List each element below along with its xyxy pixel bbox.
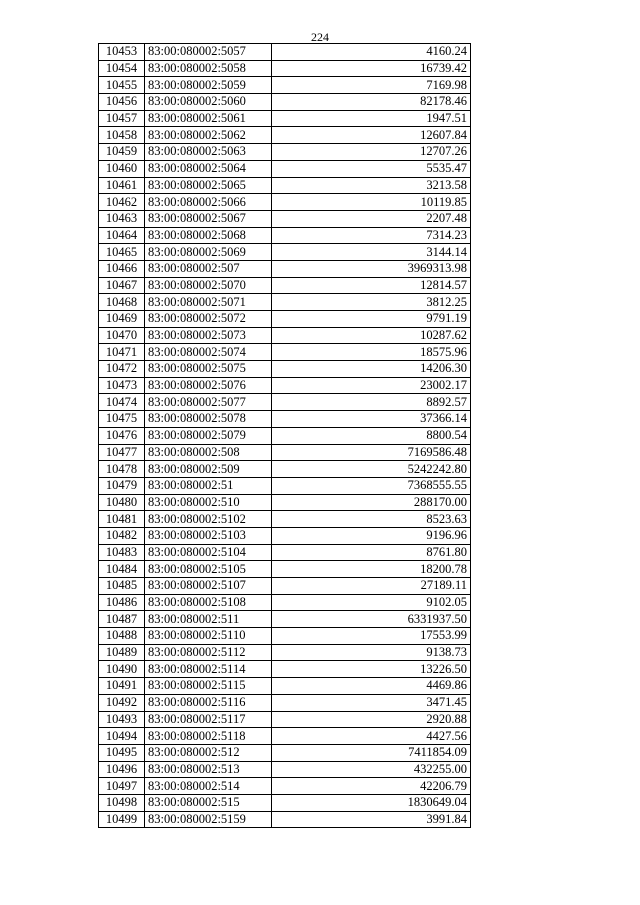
row-number-cell: 10476 (99, 427, 145, 444)
cadastral-value-cell: 3144.14 (272, 244, 471, 261)
cadastral-number-cell: 83:00:080002:507 (145, 260, 272, 277)
row-number-cell: 10481 (99, 511, 145, 528)
cadastral-number-cell: 83:00:080002:511 (145, 611, 272, 628)
cadastral-number-cell: 83:00:080002:5060 (145, 94, 272, 111)
cadastral-value-cell: 432255.00 (272, 761, 471, 778)
row-number-cell: 10486 (99, 594, 145, 611)
table-row (99, 311, 471, 328)
table-row (99, 527, 471, 544)
cadastral-value-cell: 8523.63 (272, 511, 471, 528)
cadastral-number-cell: 83:00:080002:5059 (145, 77, 272, 94)
cadastral-value-cell: 12707.26 (272, 144, 471, 161)
row-number-cell: 10480 (99, 494, 145, 511)
cadastral-number-cell: 83:00:080002:5116 (145, 694, 272, 711)
cadastral-number-cell: 83:00:080002:5118 (145, 728, 272, 745)
table-row (99, 477, 471, 494)
row-number-cell: 10462 (99, 194, 145, 211)
table-row (99, 594, 471, 611)
cadastral-value-cell: 7169.98 (272, 77, 471, 94)
cadastral-value-cell: 8761.80 (272, 544, 471, 561)
table-row (99, 227, 471, 244)
cadastral-value-cell: 8892.57 (272, 394, 471, 411)
cadastral-number-cell: 83:00:080002:5062 (145, 127, 272, 144)
cadastral-value-cell: 10287.62 (272, 327, 471, 344)
cadastral-value-cell: 82178.46 (272, 94, 471, 111)
cadastral-value-cell: 37366.14 (272, 411, 471, 428)
cadastral-number-cell: 83:00:080002:508 (145, 444, 272, 461)
cadastral-number-cell: 83:00:080002:5114 (145, 661, 272, 678)
cadastral-value-table (98, 43, 471, 828)
cadastral-value-cell: 3969313.98 (272, 260, 471, 277)
cadastral-value-cell: 4160.24 (272, 44, 471, 61)
table-row (99, 611, 471, 628)
table-row (99, 811, 471, 828)
table-row (99, 377, 471, 394)
cadastral-number-cell: 83:00:080002:5117 (145, 711, 272, 728)
cadastral-number-cell: 83:00:080002:5061 (145, 110, 272, 127)
cadastral-number-cell: 83:00:080002:5074 (145, 344, 272, 361)
cadastral-number-cell: 83:00:080002:5079 (145, 427, 272, 444)
table-row (99, 644, 471, 661)
cadastral-value-cell: 4469.86 (272, 678, 471, 695)
row-number-cell: 10459 (99, 144, 145, 161)
cadastral-number-cell: 83:00:080002:5105 (145, 561, 272, 578)
table-row (99, 60, 471, 77)
cadastral-number-cell: 83:00:080002:5068 (145, 227, 272, 244)
row-number-cell: 10456 (99, 94, 145, 111)
row-number-cell: 10473 (99, 377, 145, 394)
row-number-cell: 10478 (99, 461, 145, 478)
row-number-cell: 10484 (99, 561, 145, 578)
row-number-cell: 10477 (99, 444, 145, 461)
cadastral-value-cell: 8800.54 (272, 427, 471, 444)
cadastral-number-cell: 83:00:080002:5159 (145, 811, 272, 828)
cadastral-number-cell: 83:00:080002:5103 (145, 527, 272, 544)
cadastral-value-cell: 3991.84 (272, 811, 471, 828)
cadastral-value-cell: 2207.48 (272, 210, 471, 227)
table-row (99, 561, 471, 578)
table-row (99, 327, 471, 344)
cadastral-number-cell: 83:00:080002:513 (145, 761, 272, 778)
table-row (99, 144, 471, 161)
table-row (99, 444, 471, 461)
table-row (99, 711, 471, 728)
cadastral-number-cell: 83:00:080002:5067 (145, 210, 272, 227)
cadastral-number-cell: 83:00:080002:5071 (145, 294, 272, 311)
cadastral-number-cell: 83:00:080002:5108 (145, 594, 272, 611)
cadastral-number-cell: 83:00:080002:5077 (145, 394, 272, 411)
cadastral-number-cell: 83:00:080002:5110 (145, 628, 272, 645)
row-number-cell: 10494 (99, 728, 145, 745)
cadastral-value-cell: 12607.84 (272, 127, 471, 144)
row-number-cell: 10458 (99, 127, 145, 144)
table-row (99, 694, 471, 711)
row-number-cell: 10455 (99, 77, 145, 94)
table-row (99, 361, 471, 378)
cadastral-number-cell: 83:00:080002:5104 (145, 544, 272, 561)
table-row (99, 110, 471, 127)
table-row (99, 394, 471, 411)
table-row (99, 661, 471, 678)
table-row (99, 160, 471, 177)
row-number-cell: 10495 (99, 744, 145, 761)
cadastral-value-cell: 17553.99 (272, 628, 471, 645)
cadastral-value-cell: 16739.42 (272, 60, 471, 77)
row-number-cell: 10475 (99, 411, 145, 428)
row-number-cell: 10488 (99, 628, 145, 645)
cadastral-value-cell: 9102.05 (272, 594, 471, 611)
table-row (99, 277, 471, 294)
cadastral-value-cell: 3213.58 (272, 177, 471, 194)
row-number-cell: 10487 (99, 611, 145, 628)
table-row (99, 778, 471, 795)
cadastral-number-cell: 83:00:080002:5066 (145, 194, 272, 211)
row-number-cell: 10457 (99, 110, 145, 127)
cadastral-value-cell: 42206.79 (272, 778, 471, 795)
row-number-cell: 10492 (99, 694, 145, 711)
cadastral-value-cell: 1947.51 (272, 110, 471, 127)
cadastral-number-cell: 83:00:080002:515 (145, 794, 272, 811)
row-number-cell: 10471 (99, 344, 145, 361)
table-row (99, 210, 471, 227)
table-row (99, 744, 471, 761)
row-number-cell: 10490 (99, 661, 145, 678)
cadastral-value-cell: 7169586.48 (272, 444, 471, 461)
row-number-cell: 10454 (99, 60, 145, 77)
row-number-cell: 10499 (99, 811, 145, 828)
cadastral-value-cell: 12814.57 (272, 277, 471, 294)
row-number-cell: 10497 (99, 778, 145, 795)
table-row (99, 44, 471, 61)
table-row (99, 728, 471, 745)
cadastral-number-cell: 83:00:080002:5115 (145, 678, 272, 695)
table-row (99, 678, 471, 695)
row-number-cell: 10491 (99, 678, 145, 695)
table-row (99, 794, 471, 811)
table-row (99, 411, 471, 428)
cadastral-value-cell: 288170.00 (272, 494, 471, 511)
cadastral-number-cell: 83:00:080002:5112 (145, 644, 272, 661)
cadastral-number-cell: 83:00:080002:5063 (145, 144, 272, 161)
table-row (99, 344, 471, 361)
cadastral-number-cell: 83:00:080002:5072 (145, 311, 272, 328)
row-number-cell: 10472 (99, 361, 145, 378)
row-number-cell: 10493 (99, 711, 145, 728)
table-row (99, 761, 471, 778)
row-number-cell: 10465 (99, 244, 145, 261)
cadastral-value-cell: 2920.88 (272, 711, 471, 728)
cadastral-number-cell: 83:00:080002:5107 (145, 578, 272, 595)
table-row (99, 494, 471, 511)
cadastral-value-cell: 4427.56 (272, 728, 471, 745)
cadastral-value-cell: 7314.23 (272, 227, 471, 244)
row-number-cell: 10474 (99, 394, 145, 411)
cadastral-number-cell: 83:00:080002:5073 (145, 327, 272, 344)
row-number-cell: 10466 (99, 260, 145, 277)
cadastral-number-cell: 83:00:080002:512 (145, 744, 272, 761)
cadastral-value-cell: 13226.50 (272, 661, 471, 678)
cadastral-number-cell: 83:00:080002:510 (145, 494, 272, 511)
cadastral-value-cell: 23002.17 (272, 377, 471, 394)
cadastral-value-cell: 9791.19 (272, 311, 471, 328)
cadastral-number-cell: 83:00:080002:5070 (145, 277, 272, 294)
table-row (99, 94, 471, 111)
table-row (99, 544, 471, 561)
row-number-cell: 10467 (99, 277, 145, 294)
table-row (99, 427, 471, 444)
cadastral-number-cell: 83:00:080002:514 (145, 778, 272, 795)
cadastral-value-cell: 5242242.80 (272, 461, 471, 478)
cadastral-number-cell: 83:00:080002:5076 (145, 377, 272, 394)
row-number-cell: 10485 (99, 578, 145, 595)
cadastral-number-cell: 83:00:080002:509 (145, 461, 272, 478)
row-number-cell: 10479 (99, 477, 145, 494)
table-row (99, 511, 471, 528)
row-number-cell: 10470 (99, 327, 145, 344)
row-number-cell: 10482 (99, 527, 145, 544)
row-number-cell: 10453 (99, 44, 145, 61)
table-body (99, 44, 471, 828)
table-row (99, 260, 471, 277)
cadastral-number-cell: 83:00:080002:5064 (145, 160, 272, 177)
table-row (99, 194, 471, 211)
row-number-cell: 10460 (99, 160, 145, 177)
cadastral-value-cell: 27189.11 (272, 578, 471, 595)
table-row (99, 461, 471, 478)
cadastral-number-cell: 83:00:080002:5057 (145, 44, 272, 61)
cadastral-value-cell: 10119.85 (272, 194, 471, 211)
table-row (99, 127, 471, 144)
cadastral-value-cell: 7411854.09 (272, 744, 471, 761)
cadastral-number-cell: 83:00:080002:51 (145, 477, 272, 494)
row-number-cell: 10483 (99, 544, 145, 561)
page-number: 224 (311, 30, 329, 44)
table-row (99, 177, 471, 194)
cadastral-value-cell: 5535.47 (272, 160, 471, 177)
cadastral-value-cell: 7368555.55 (272, 477, 471, 494)
table-row (99, 294, 471, 311)
cadastral-number-cell: 83:00:080002:5078 (145, 411, 272, 428)
cadastral-number-cell: 83:00:080002:5058 (145, 60, 272, 77)
cadastral-value-cell: 18575.96 (272, 344, 471, 361)
table-row (99, 628, 471, 645)
cadastral-value-cell: 1830649.04 (272, 794, 471, 811)
cadastral-value-cell: 6331937.50 (272, 611, 471, 628)
cadastral-number-cell: 83:00:080002:5102 (145, 511, 272, 528)
row-number-cell: 10489 (99, 644, 145, 661)
row-number-cell: 10464 (99, 227, 145, 244)
cadastral-value-cell: 9138.73 (272, 644, 471, 661)
row-number-cell: 10496 (99, 761, 145, 778)
cadastral-value-cell: 18200.78 (272, 561, 471, 578)
cadastral-value-cell: 14206.30 (272, 361, 471, 378)
row-number-cell: 10468 (99, 294, 145, 311)
table-row (99, 77, 471, 94)
cadastral-value-cell: 3812.25 (272, 294, 471, 311)
cadastral-number-cell: 83:00:080002:5065 (145, 177, 272, 194)
table-row (99, 244, 471, 261)
cadastral-value-cell: 9196.96 (272, 527, 471, 544)
table-row (99, 578, 471, 595)
cadastral-number-cell: 83:00:080002:5069 (145, 244, 272, 261)
cadastral-number-cell: 83:00:080002:5075 (145, 361, 272, 378)
row-number-cell: 10469 (99, 311, 145, 328)
row-number-cell: 10461 (99, 177, 145, 194)
row-number-cell: 10463 (99, 210, 145, 227)
row-number-cell: 10498 (99, 794, 145, 811)
cadastral-value-cell: 3471.45 (272, 694, 471, 711)
